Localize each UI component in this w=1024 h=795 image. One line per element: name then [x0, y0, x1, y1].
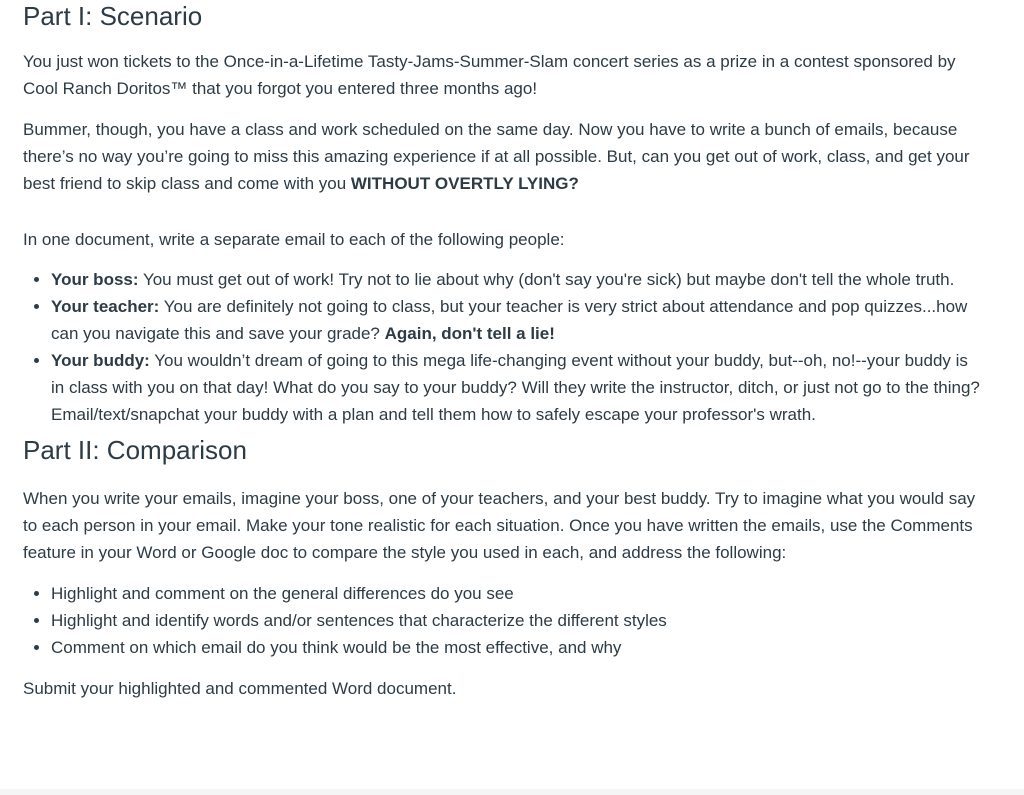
list-item-label: Your buddy: — [51, 351, 150, 370]
list-item-text: You are definitely not going to class, but your teacher is very strict about attendance and pop quizzes...how can you navigate this and save your grade? — [51, 297, 968, 343]
list-item-boss — [51, 266, 983, 293]
part1-instruction-paragraph: In one document, write a separate email to each of the following people: — [23, 230, 565, 249]
part1-heading: Part I: Scenario — [23, 1, 203, 31]
list-item: • Highlight and comment on the general differences do you see — [51, 580, 983, 607]
list-item-text: You wouldn’t dream of going to this mega life-changing event without your buddy, but--oh, no!--your buddy is in class with you on that day! What do you say to your buddy? Will they write the instructor, ditch, or just not go to the thing? Email/text/snapchat your buddy with a plan and tell them how to safely escape your professor's wrath. — [51, 351, 980, 424]
list-item-label: Your boss: — [51, 270, 139, 289]
assignment-content — [23, 0, 983, 702]
page-bottom-divider — [0, 789, 1024, 795]
list-item-buddy — [51, 347, 983, 428]
recipient-list — [23, 266, 983, 428]
part1-dilemma-paragraph — [23, 116, 983, 197]
submit-instruction: Submit your highlighted and commented Word document. — [23, 679, 457, 698]
list-item-label: Your teacher: — [51, 297, 160, 316]
part2-heading: Part II: Comparison — [23, 435, 247, 465]
dilemma-text: Bummer, though, you have a class and work scheduled on the same day. Now you have to write a bunch of emails, because there’s no way you’re going to miss this amazing experience if at all possible. But, can you get out of work, class, and get your best friend to skip class and come with you — [23, 120, 970, 193]
list-item: • Highlight and identify words and/or sentences that characterize the different styles — [51, 607, 983, 634]
list-item-text: You must get out of work! Try not to lie about why (don't say you're sick) but maybe don't tell the whole truth. — [138, 270, 955, 289]
list-item-teacher — [51, 293, 983, 347]
list-item: • Comment on which email do you think would be the most effective, and why — [51, 634, 983, 661]
part1-intro-paragraph: You just won tickets to the Once-in-a-Lifetime Tasty-Jams-Summer-Slam concert series as a prize in a contest sponsored by Cool Ranch Doritos™ that you forgot you entered three months ago! — [23, 52, 956, 98]
comparison-task-list — [23, 580, 983, 661]
part2-intro-paragraph: When you write your emails, imagine your boss, one of your teachers, and your best buddy. Try to imagine what you would say to each person in your email. Make your tone realistic for each situation. Once you have written the emails, use the Comments feature in your Word or Google doc to compare the style you used in each, and address the following: — [23, 489, 976, 562]
dilemma-emphasis: WITHOUT OVERTLY LYING? — [350, 174, 579, 193]
list-item-emphasis: Again, don't tell a lie! — [384, 324, 555, 343]
